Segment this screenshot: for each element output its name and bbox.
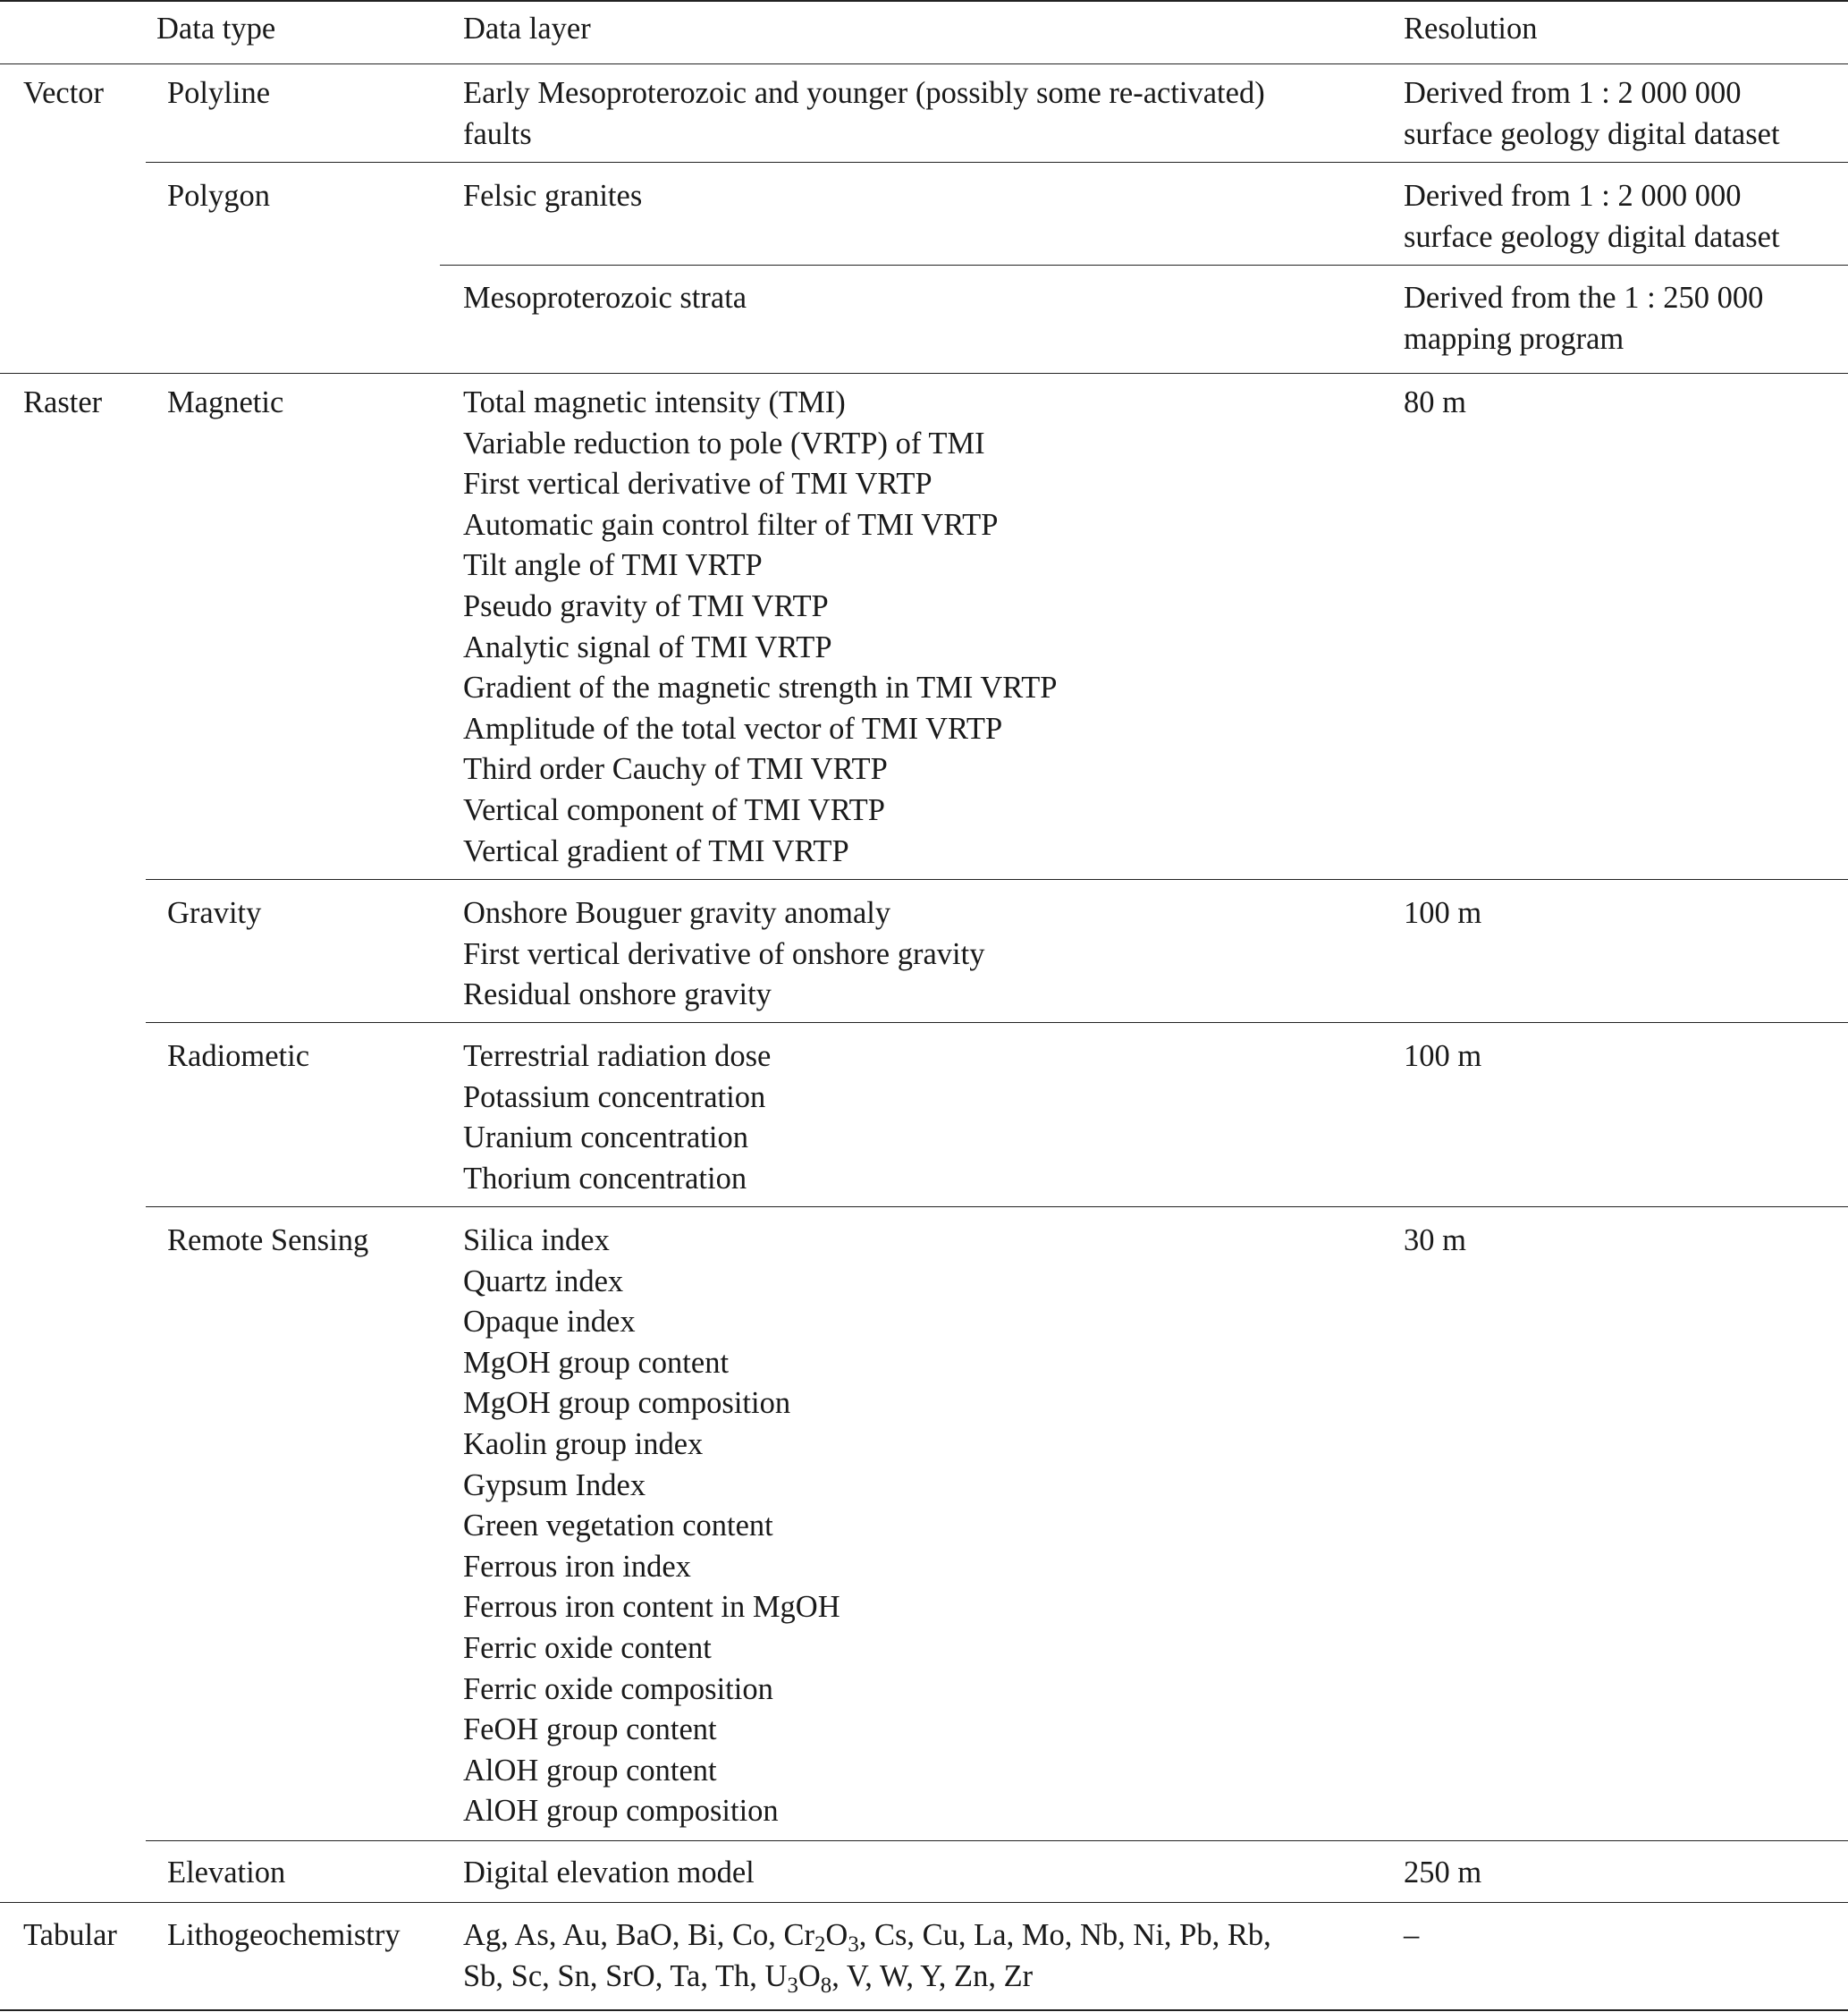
layer-polyline-line2: faults — [463, 116, 532, 151]
layers-remote-sensing — [463, 1221, 840, 1832]
elements-text: Ag, As, Au, BaO, Bi, Co, Cr — [463, 1918, 814, 1952]
layers-magnetic — [463, 383, 1058, 872]
rule-magnetic-gravity — [146, 879, 1848, 880]
subscript: 2 — [814, 1932, 826, 1957]
elements-text: , Cs, Cu, La, Mo, Nb, Ni, Pb, Rb, — [858, 1918, 1271, 1952]
header-rule — [0, 63, 1848, 64]
resolution-polyline-line1: Derived from 1 : 2 000 000 — [1404, 76, 1742, 110]
list-item: Vertical gradient of TMI VRTP — [463, 833, 849, 868]
resolution-felsic-line1: Derived from 1 : 2 000 000 — [1404, 179, 1742, 213]
list-item: Tilt angle of TMI VRTP — [463, 548, 763, 583]
category-vector: Vector — [23, 76, 105, 110]
list-item: First vertical derivative of onshore gravity — [463, 936, 985, 971]
subscript: 8 — [820, 1973, 832, 1998]
layer-elevation: Digital elevation model — [463, 1856, 755, 1889]
list-item: Silica index — [463, 1223, 610, 1257]
header-data-layer: Data layer — [463, 12, 591, 46]
subscript: 3 — [848, 1932, 859, 1957]
list-item: Ferrous iron index — [463, 1549, 691, 1584]
resolution-elevation: 250 m — [1404, 1856, 1482, 1889]
resolution-magnetic: 80 m — [1404, 385, 1466, 419]
layer-polyline-line1: Early Mesoproterozoic and younger (possibly some re-activated) — [463, 76, 1265, 110]
subscript: 3 — [787, 1973, 798, 1998]
header-resolution: Resolution — [1404, 12, 1538, 46]
elements-text: Sb, Sc, Sn, SrO, Ta, Th, U — [463, 1958, 788, 1993]
resolution-strata-line1: Derived from the 1 : 250 000 — [1404, 281, 1764, 315]
list-item: Third order Cauchy of TMI VRTP — [463, 752, 888, 787]
list-item: Vertical component of TMI VRTP — [463, 792, 885, 827]
elements-text: O — [797, 1958, 821, 1993]
resolution-polyline — [1404, 73, 1780, 155]
list-item: Pseudo gravity of TMI VRTP — [463, 588, 829, 623]
list-item: Ferric oxide composition — [463, 1671, 773, 1706]
list-item: Potassium concentration — [463, 1079, 766, 1114]
list-item: Variable reduction to pole (VRTP) of TMI — [463, 426, 985, 461]
resolution-mesoproterozoic-strata — [1404, 278, 1763, 359]
elements-text: , V, W, Y, Zn, Zr — [831, 1958, 1034, 1993]
list-item: Uranium concentration — [463, 1120, 749, 1155]
layers-radiometric — [463, 1036, 771, 1199]
resolution-strata-line2: mapping program — [1404, 321, 1624, 356]
list-item: First vertical derivative of TMI VRTP — [463, 467, 932, 502]
layer-mesoproterozoic-strata: Mesoproterozoic strata — [463, 281, 747, 315]
resolution-remote-sensing: 30 m — [1404, 1223, 1466, 1257]
rule-remote-elevation — [146, 1840, 1848, 1841]
rule-raster-tabular — [0, 1902, 1848, 1903]
list-item: Amplitude of the total vector of TMI VRTP — [463, 711, 1003, 746]
list-item: Residual onshore gravity — [463, 977, 772, 1012]
list-item: AlOH group composition — [463, 1794, 779, 1829]
list-item: Gypsum Index — [463, 1467, 646, 1502]
type-gravity: Gravity — [167, 896, 262, 930]
lithogeochemistry-line1 — [463, 1915, 1271, 1957]
type-remote-sensing: Remote Sensing — [167, 1223, 369, 1257]
category-raster: Raster — [23, 385, 103, 419]
resolution-felsic-line2: surface geology digital dataset — [1404, 219, 1780, 254]
list-item: Green vegetation content — [463, 1509, 773, 1543]
list-item: AlOH group content — [463, 1753, 717, 1788]
list-item: Quartz index — [463, 1264, 624, 1298]
list-item: Total magnetic intensity (TMI) — [463, 385, 846, 419]
type-elevation: Elevation — [167, 1856, 286, 1889]
layers-lithogeochemistry — [463, 1915, 1271, 1997]
resolution-polyline-line2: surface geology digital dataset — [1404, 116, 1780, 151]
type-magnetic: Magnetic — [167, 385, 284, 419]
type-polyline: Polyline — [167, 76, 271, 110]
type-polygon: Polygon — [167, 179, 271, 213]
rule-gravity-radiometric — [146, 1022, 1848, 1023]
list-item: Thorium concentration — [463, 1161, 747, 1196]
rule-radiometric-remote — [146, 1206, 1848, 1207]
resolution-felsic-granites — [1404, 176, 1780, 258]
rule-vector-raster — [0, 373, 1848, 374]
type-radiometric: Radiometic — [167, 1039, 310, 1073]
layers-gravity — [463, 893, 984, 1016]
layer-felsic-granites: Felsic granites — [463, 179, 643, 213]
list-item: Opaque index — [463, 1305, 636, 1340]
resolution-tabular: – — [1404, 1918, 1420, 1952]
resolution-gravity: 100 m — [1404, 896, 1482, 930]
category-tabular: Tabular — [23, 1918, 117, 1952]
header-data-type: Data type — [156, 12, 276, 46]
layer-polyline — [463, 73, 1265, 155]
list-item: FeOH group content — [463, 1712, 717, 1747]
list-item: Ferric oxide content — [463, 1630, 712, 1665]
resolution-radiometric: 100 m — [1404, 1039, 1482, 1073]
list-item: Terrestrial radiation dose — [463, 1039, 772, 1073]
table-bottom-rule — [0, 2009, 1848, 2011]
list-item: Gradient of the magnetic strength in TMI VRTP — [463, 671, 1058, 706]
list-item: Automatic gain control filter of TMI VRTP — [463, 507, 999, 542]
list-item: Analytic signal of TMI VRTP — [463, 630, 832, 664]
list-item: Onshore Bouguer gravity anomaly — [463, 896, 891, 930]
list-item: MgOH group composition — [463, 1386, 791, 1421]
rule-polyline-polygon — [146, 162, 1848, 163]
elements-text: O — [825, 1918, 848, 1952]
list-item: Kaolin group index — [463, 1426, 704, 1461]
table-top-rule — [0, 0, 1848, 2]
type-lithogeochemistry: Lithogeochemistry — [167, 1918, 401, 1952]
list-item: MgOH group content — [463, 1345, 730, 1380]
lithogeochemistry-line2 — [463, 1957, 1271, 1998]
rule-polygon-rows — [440, 265, 1848, 266]
list-item: Ferrous iron content in MgOH — [463, 1590, 840, 1625]
